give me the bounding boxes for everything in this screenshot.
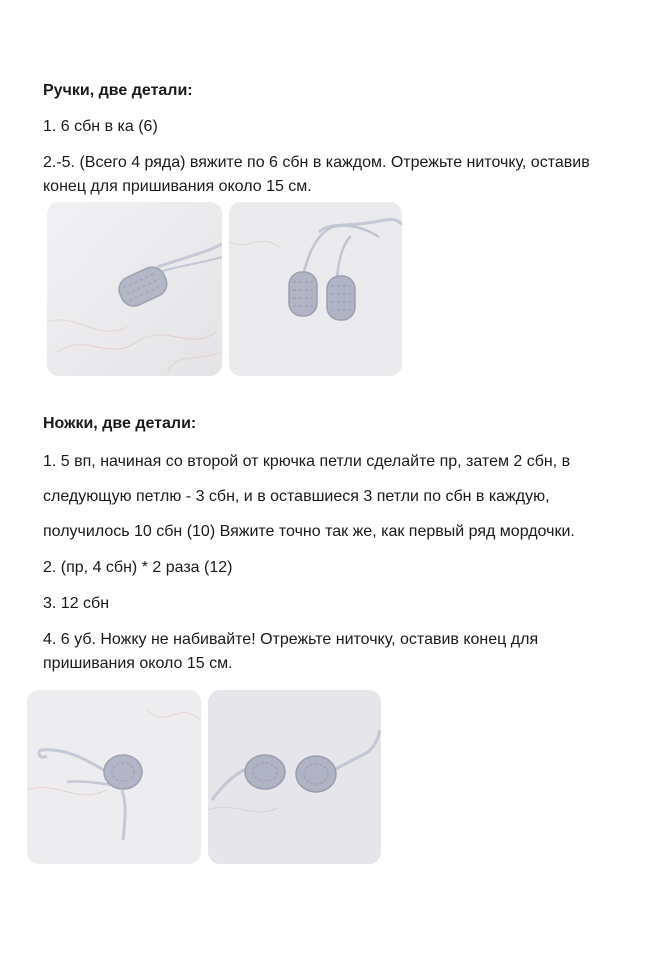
legs-step-1-line-1: 1. 5 вп, начиная со второй от крючка петли сделайте пр, затем 2 сбн, в <box>43 453 571 470</box>
legs-step-1-line-2: следующую петлю - 3 сбн, и в оставшиеся 3 петли по сбн в каждую, <box>43 488 550 505</box>
legs-step-4-line-1: 4. 6 уб. Ножку не набивайте! Отрежьте ниточку, оставив конец для <box>43 631 539 648</box>
arms-step-2-line-2: конец для пришивания около 15 см. <box>43 178 312 195</box>
arm-photo-single <box>47 202 222 376</box>
arm-photo-pair <box>229 202 402 376</box>
legs-step-2: 2. (пр, 4 сбн) * 2 раза (12) <box>43 559 233 576</box>
section-legs-heading: Ножки, две детали: <box>43 415 197 432</box>
arms-step-2-line-1: 2.-5. (Всего 4 ряда) вяжите по 6 сбн в каждом. Отрежьте ниточку, оставив <box>43 154 590 171</box>
section-arms-heading: Ручки, две детали: <box>43 82 193 99</box>
arms-step-1: 1. 6 сбн в ка (6) <box>43 118 158 135</box>
legs-step-1-line-3: получилось 10 сбн (10) Вяжите точно так же, как первый ряд мордочки. <box>43 523 575 540</box>
leg-photo-single <box>27 690 201 864</box>
legs-step-3: 3. 12 сбн <box>43 595 110 612</box>
legs-step-4-line-2: пришивания около 15 см. <box>43 655 233 672</box>
leg-photo-pair <box>208 690 381 864</box>
